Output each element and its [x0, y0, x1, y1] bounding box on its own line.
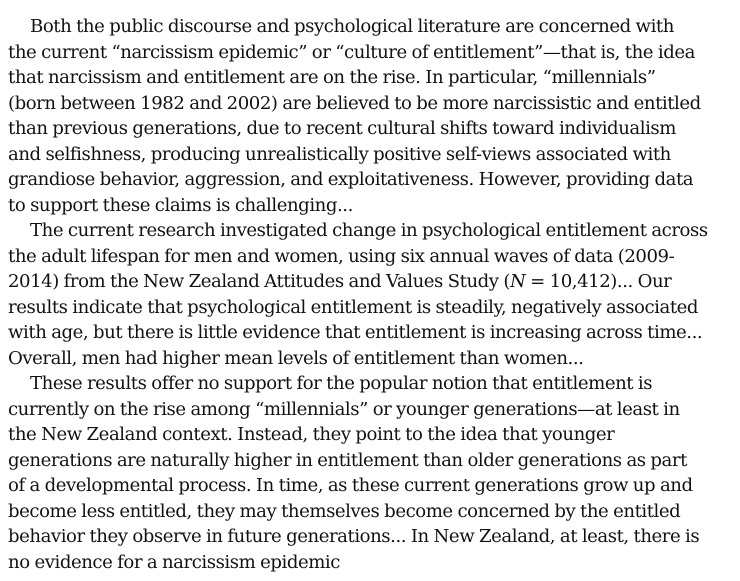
document-body — [8, 14, 736, 575]
text-line: no evidence for a narcissism epidemic — [8, 551, 340, 573]
text-line: become less entitled, they may themselves become concerned by the entitled — [8, 500, 681, 522]
text-line: Overall, men had higher mean levels of entitlement than women... — [8, 347, 584, 369]
text-line: with age, but there is little evidence that entitlement is increasing across time... — [8, 322, 703, 343]
text-line: Both the public discourse and psychological literature are concerned with — [30, 16, 674, 37]
text-line: that narcissism and entitlement are on the rise. In particular, “millennials” — [8, 67, 656, 88]
text-line: and selfishness, producing unrealistically positive self-views associated with — [8, 143, 671, 165]
paragraph-1 — [8, 14, 736, 218]
paragraph-3 — [8, 371, 736, 575]
text-line: results indicate that psychological entitlement is steadily, negatively associated — [8, 296, 699, 318]
text-line: currently on the rise among “millennials” or younger generations—at least in — [8, 398, 680, 420]
text-line: generations are naturally higher in entitlement than older generations as part — [8, 449, 687, 471]
text-line: (born between 1982 and 2002) are believed to be more narcissistic and entitled — [8, 92, 701, 114]
text-line: the adult lifespan for men and women, using six annual waves of data (2009- — [8, 245, 675, 267]
sample-size-symbol: N — [509, 271, 526, 292]
text-line: to support these claims is challenging... — [8, 194, 353, 216]
text-line: 2014) from the New Zealand Attitudes and Values Study (N = 10,412)... Our — [8, 271, 672, 292]
text-line: These results offer no support for the popular notion that entitlement is — [30, 373, 653, 394]
text-line: the current “narcissism epidemic” or “culture of entitlement”—that is, the idea — [8, 41, 695, 63]
text-line: The current research investigated change in psychological entitlement across — [30, 220, 708, 241]
text-line: behavior they observe in future generations... In New Zealand, at least, there is — [8, 526, 700, 547]
text-line: the New Zealand context. Instead, they point to the idea that younger — [8, 424, 615, 445]
text-line: grandiose behavior, aggression, and exploitativeness. However, providing data — [8, 169, 694, 190]
text-line: than previous generations, due to recent cultural shifts toward individualism — [8, 118, 676, 139]
text-line: of a developmental process. In time, as these current generations grow up and — [8, 475, 693, 496]
paragraph-2 — [8, 218, 736, 371]
